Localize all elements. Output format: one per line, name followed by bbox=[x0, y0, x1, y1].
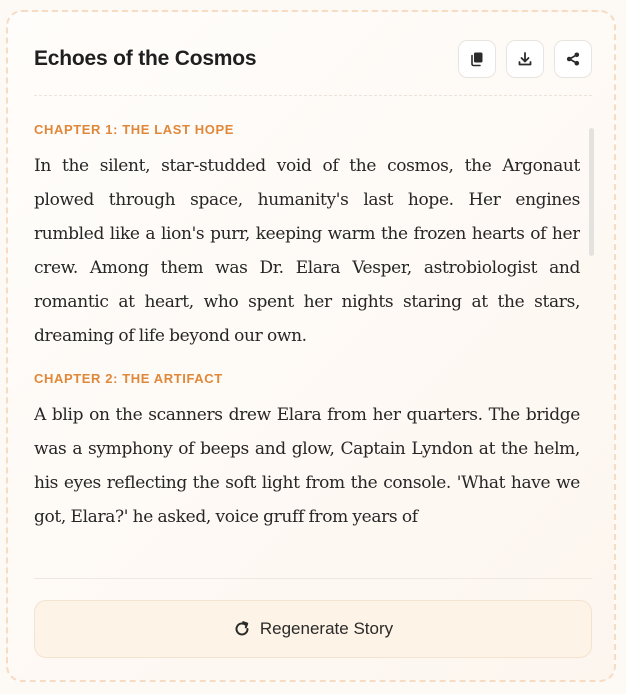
card-header bbox=[34, 38, 592, 80]
footer-divider bbox=[34, 578, 592, 579]
download-button[interactable] bbox=[506, 40, 544, 78]
download-icon bbox=[517, 51, 533, 67]
regenerate-label: Regenerate Story bbox=[259, 619, 394, 638]
story-scrollbar[interactable] bbox=[589, 128, 594, 256]
copy-icon bbox=[469, 51, 485, 67]
header-divider bbox=[34, 95, 592, 96]
refresh-icon bbox=[233, 620, 251, 638]
share-button[interactable] bbox=[554, 40, 592, 78]
story-title: Echoes of the Cosmos bbox=[34, 47, 257, 70]
chapter-text: A blip on the scanners drew Elara from her quarters. The bridge was a symphony of beeps and glow, Captain Lyndon at the helm, his eyes reflecting the soft light from the console. 'What have we got, Elara?' he asked, voice gruff from years of bbox=[34, 405, 580, 527]
story-card bbox=[6, 10, 616, 682]
chapter-heading: CHAPTER 1: THE LAST HOPE bbox=[34, 122, 235, 137]
chapter-heading: CHAPTER 2: THE ARTIFACT bbox=[34, 371, 223, 386]
story-content[interactable] bbox=[34, 108, 580, 556]
share-icon bbox=[565, 51, 581, 67]
copy-button[interactable] bbox=[458, 40, 496, 78]
chapter-text: In the silent, star-studded void of the cosmos, the Argonaut plowed through space, humanity's last hope. Her engines rumbled like a lion's purr, keeping warm the frozen hearts of her crew. Among them was Dr. Elara Vesper, astrobiologist and romantic at heart, who spent her nights staring at the stars, dreaming of life beyond our own. bbox=[34, 156, 580, 346]
regenerate-story-button[interactable] bbox=[34, 600, 592, 658]
header-actions bbox=[458, 40, 592, 78]
